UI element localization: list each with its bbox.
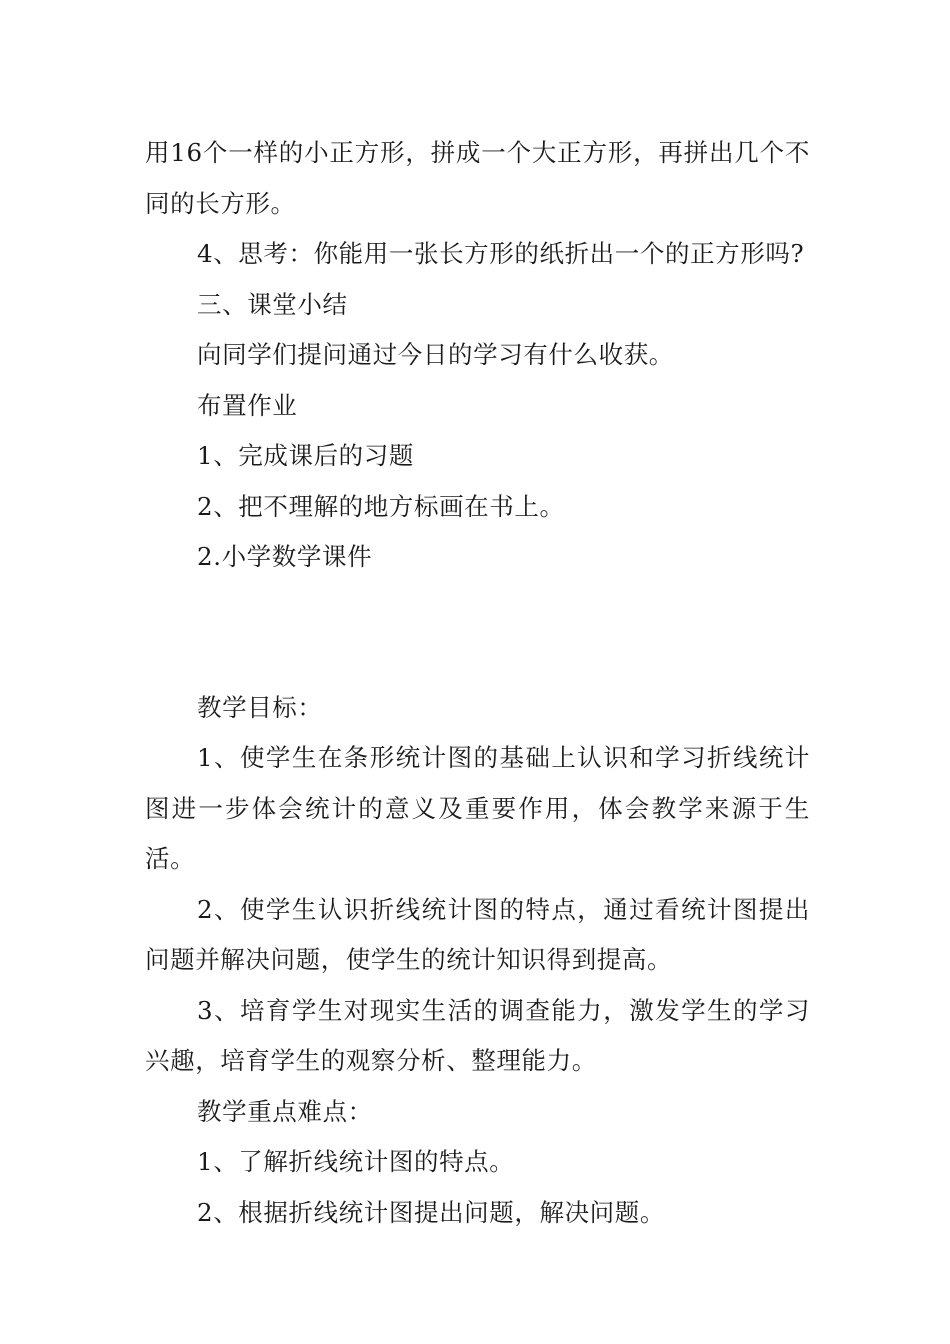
- homework-item-1: 1、完成课后的习题: [197, 441, 414, 470]
- paragraph-think: 4、思考：你能用一张长方形的纸折出一个的正方形吗?: [197, 239, 805, 268]
- key-point-item-1: 1、了解折线统计图的特点。: [197, 1147, 515, 1176]
- paragraph-summary-question: 向同学们提问通过今日的学习有什么收获。: [197, 340, 674, 369]
- section-title-courseware: 2.小学数学课件: [197, 542, 373, 571]
- goal-item-2: 2、使学生认识折线统计图的特点，通过看统计图提出问题并解决问题，使学生的统计知识得到提高。: [145, 894, 810, 974]
- goal-item-3: 3、培育学生对现实生活的调查能力，激发学生的学习兴趣，培育学生的观察分析、整理能力。: [145, 995, 810, 1075]
- heading-homework: 布置作业: [197, 390, 298, 420]
- key-point-item-2: 2、根据折线统计图提出问题，解决问题。: [197, 1197, 665, 1227]
- heading-class-summary: 三、课堂小结: [197, 289, 348, 319]
- paragraph-square-task: 用16个一样的小正方形，拼成一个大正方形，再拼出几个不同的长方形。: [145, 138, 810, 218]
- heading-teaching-goals: 教学目标：: [197, 692, 323, 722]
- document-body: [145, 128, 810, 1238]
- homework-item-2: 2、把不理解的地方标画在书上。: [197, 491, 565, 521]
- heading-key-points: 教学重点难点：: [197, 1096, 373, 1126]
- section-spacer: [145, 583, 810, 683]
- goal-item-1: 1、使学生在条形统计图的基础上认识和学习折线统计图进一步体会统计的意义及重要作用，体会教学来源于生活。: [145, 743, 810, 873]
